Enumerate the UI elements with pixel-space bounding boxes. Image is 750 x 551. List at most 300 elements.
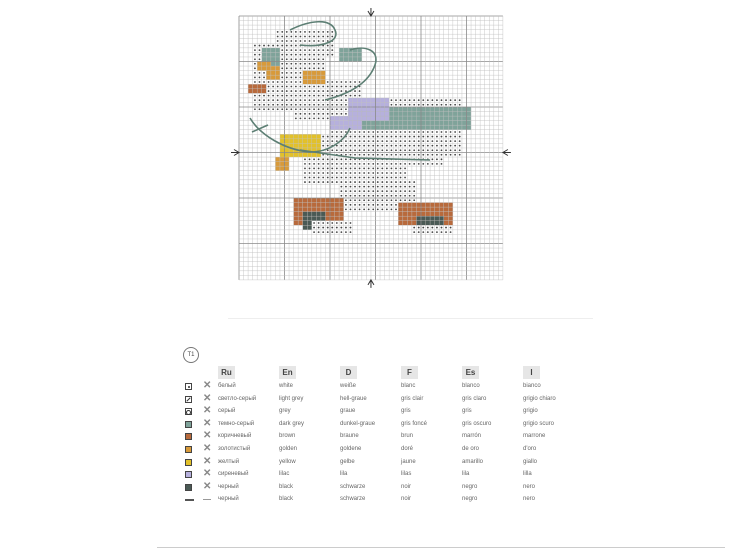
stitch-cell [285, 166, 290, 171]
stitch-dot [290, 49, 292, 51]
stitch-cell [298, 207, 303, 212]
stitch-dot [368, 177, 370, 179]
legend-cell-ru: белый [218, 383, 236, 389]
stitch-dot [327, 113, 329, 115]
stitch-dot [422, 131, 424, 133]
stitch-cell [398, 116, 403, 121]
stitch-dot [304, 158, 306, 160]
stitch-cell [448, 116, 453, 121]
stitch-dot [318, 158, 320, 160]
stitch-dot [354, 140, 356, 142]
stitch-cell [462, 116, 467, 121]
stitch-dot [363, 177, 365, 179]
stitch-cell [298, 143, 303, 148]
stitch-dot [340, 186, 342, 188]
stitch-dot [304, 108, 306, 110]
stitch-cell [439, 207, 444, 212]
stitch-dot [413, 227, 415, 229]
legend-cell-de: hell-graue [340, 395, 367, 402]
stitch-cell [467, 116, 472, 121]
legend-cell-en: dark grey [279, 420, 305, 427]
stitch-cell [344, 125, 349, 130]
stitch-dot [372, 163, 374, 165]
stitch-dot [450, 136, 452, 138]
stitch-dot [331, 181, 333, 183]
stitch-dot [395, 199, 397, 201]
stitch-dot [272, 81, 274, 83]
stitch-cell [298, 203, 303, 208]
stitch-cell [307, 75, 312, 80]
stitch-dot [259, 81, 261, 83]
stitch-dot [340, 113, 342, 115]
stitch-dot [290, 90, 292, 92]
stitch-dot [290, 99, 292, 101]
stitch-dot [395, 104, 397, 106]
legend-row [183, 469, 583, 481]
legend-cell-fr: brun [401, 433, 414, 440]
stitch-cell [430, 107, 435, 112]
stitch-dot [304, 36, 306, 38]
stitch-cell [303, 139, 308, 144]
stitch-dot [290, 36, 292, 38]
stitch-cell [439, 116, 444, 121]
cross-stitch-icon: ✕ [203, 443, 212, 454]
stitch-dot [318, 90, 320, 92]
stitch-dot [391, 190, 393, 192]
stitch-dot [459, 149, 461, 151]
stitch-cell [339, 203, 344, 208]
stitch-cell [266, 75, 271, 80]
stitch-dot [363, 172, 365, 174]
stitch-dot [359, 149, 361, 151]
legend-row [183, 406, 583, 418]
stitch-cell [357, 98, 362, 103]
stitch-cell [398, 221, 403, 226]
stitch-cell [448, 107, 453, 112]
stitch-dot [372, 145, 374, 147]
stitch-dot [409, 140, 411, 142]
stitch-cell [389, 125, 394, 130]
stitch-cell [435, 216, 440, 221]
center-arrow-left [231, 150, 239, 156]
stitch-cell [412, 116, 417, 121]
stitch-dot [418, 163, 420, 165]
stitch-dot [427, 145, 429, 147]
legend-cell-ru: желтый [218, 458, 240, 465]
stitch-dot [350, 149, 352, 151]
legend-cell-es: gris [462, 408, 472, 415]
stitch-cell [407, 216, 412, 221]
stitch-dot [381, 136, 383, 138]
stitch-dot [318, 181, 320, 183]
stitch-cell [280, 139, 285, 144]
stitch-dot [281, 63, 283, 65]
stitch-dot [322, 104, 324, 106]
stitch-dot [377, 177, 379, 179]
stitch-dot [309, 58, 311, 60]
stitch-dot [313, 86, 315, 88]
stitch-cell [257, 89, 262, 94]
stitch-dot [286, 63, 288, 65]
stitch-dot [281, 95, 283, 97]
stitch-dot [340, 90, 342, 92]
stitch-cell [444, 116, 449, 121]
stitch-dot [313, 181, 315, 183]
stitch-cell [280, 157, 285, 162]
stitch-dot [381, 145, 383, 147]
stitch-cell [307, 225, 312, 230]
stitch-cell [353, 102, 358, 107]
legend-cell-it: giallo [523, 458, 538, 465]
stitch-dot [281, 54, 283, 56]
stitch-cell [435, 207, 440, 212]
stitch-dot [313, 95, 315, 97]
stitch-cell [421, 125, 426, 130]
stitch-cell [298, 221, 303, 226]
stitch-dot [395, 145, 397, 147]
stitch-dot [445, 227, 447, 229]
stitch-dot [322, 54, 324, 56]
stitch-cell [398, 212, 403, 217]
stitch-cell [407, 107, 412, 112]
stitch-dot [313, 108, 315, 110]
stitch-dot [354, 95, 356, 97]
stitch-dot [309, 36, 311, 38]
stitch-dot [454, 131, 456, 133]
stitch-dot [309, 158, 311, 160]
stitch-dot [290, 108, 292, 110]
stitch-dot [331, 177, 333, 179]
stitch-dot [427, 154, 429, 156]
stitch-dot [450, 140, 452, 142]
stitch-cell [285, 162, 290, 167]
stitch-dot [300, 99, 302, 101]
stitch-cell [357, 107, 362, 112]
stitch-dot [322, 231, 324, 233]
stitch-cell [426, 112, 431, 117]
stitch-cell [257, 66, 262, 71]
stitch-cell [385, 125, 390, 130]
stitch-cell [357, 112, 362, 117]
stitch-dot [277, 108, 279, 110]
stitch-dot [309, 49, 311, 51]
stitch-cell [430, 212, 435, 217]
stitch-dot [409, 195, 411, 197]
stitch-dot [359, 95, 361, 97]
stitch-dot [313, 177, 315, 179]
stitch-dot [259, 108, 261, 110]
stitch-dot [381, 163, 383, 165]
stitch-cell [412, 203, 417, 208]
stitch-dot [327, 86, 329, 88]
stitch-dot [322, 95, 324, 97]
stitch-dot [304, 181, 306, 183]
legend-cell-en: golden [279, 446, 298, 452]
stitch-dot [391, 131, 393, 133]
stitch-cell [348, 102, 353, 107]
stitch-dot [381, 131, 383, 133]
stitch-dot [318, 67, 320, 69]
stitch-dot [381, 208, 383, 210]
stitch-cell [312, 198, 317, 203]
stitch-dot [413, 131, 415, 133]
stitch-dot [331, 49, 333, 51]
legend-cell-en: white [279, 383, 294, 389]
stitch-dot [300, 72, 302, 74]
stitch-dot [359, 190, 361, 192]
stitch-dot [404, 186, 406, 188]
stitch-cell [376, 98, 381, 103]
stitch-dot [386, 204, 388, 206]
stitch-cell [285, 148, 290, 153]
stitch-dot [340, 99, 342, 101]
stitch-cell [271, 75, 276, 80]
stitch-dot [368, 149, 370, 151]
stitch-cell [312, 216, 317, 221]
stitch-cell [248, 89, 253, 94]
stitch-dot [427, 99, 429, 101]
stitch-cell [275, 75, 280, 80]
stitch-cell [444, 107, 449, 112]
stitch-dot [340, 222, 342, 224]
stitch-cell [275, 166, 280, 171]
stitch-dot [422, 227, 424, 229]
stitch-dot [281, 36, 283, 38]
stitch-cell [325, 216, 330, 221]
stitch-cell [312, 75, 317, 80]
stitch-cell [448, 216, 453, 221]
stitch-dot [272, 86, 274, 88]
stitch-dot [363, 190, 365, 192]
stitch-dot [300, 86, 302, 88]
stitch-dot [454, 140, 456, 142]
stitch-dot [354, 177, 356, 179]
stitch-cell [444, 112, 449, 117]
stitch-dot [336, 86, 338, 88]
legend-row [183, 444, 583, 456]
stitch-dot [263, 104, 265, 106]
stitch-dot [295, 77, 297, 79]
stitch-dot [436, 145, 438, 147]
stitch-dot [372, 208, 374, 210]
stitch-dot [413, 154, 415, 156]
stitch-dot [350, 86, 352, 88]
stitch-dot [327, 31, 329, 33]
legend-cell-es: marrón [462, 433, 482, 440]
dot-symbol-icon [185, 383, 192, 390]
stitch-dot [445, 154, 447, 156]
stitch-cell [467, 107, 472, 112]
stitch-dot [427, 149, 429, 151]
stitch-dot [281, 86, 283, 88]
stitch-cell [398, 112, 403, 117]
stitch-cell [416, 125, 421, 130]
legend-cell-fr: noir [401, 483, 412, 490]
stitch-dot [454, 145, 456, 147]
stitch-dot [340, 81, 342, 83]
stitch-dot [286, 90, 288, 92]
stitch-cell [366, 107, 371, 112]
stitch-dot [313, 54, 315, 56]
stitch-dot [418, 131, 420, 133]
stitch-dot [336, 177, 338, 179]
stitch-dot [254, 95, 256, 97]
stitch-dot [340, 145, 342, 147]
stitch-dot [340, 177, 342, 179]
stitch-cell [371, 125, 376, 130]
stitch-dot [327, 95, 329, 97]
stitch-dot [418, 227, 420, 229]
stitch-dot [340, 190, 342, 192]
stitch-cell [330, 216, 335, 221]
stitch-dot [336, 140, 338, 142]
stitch-dot [454, 99, 456, 101]
legend-cell-it: lilla [523, 471, 532, 478]
stitch-dot [372, 195, 374, 197]
legend-cell-es: lila [462, 471, 470, 478]
stitch-cell [312, 212, 317, 217]
stitch-cell [321, 216, 326, 221]
stitch-dot [259, 49, 261, 51]
stitch-dot [418, 99, 420, 101]
stitch-cell [448, 207, 453, 212]
stitch-dot [445, 104, 447, 106]
stitch-dot [354, 131, 356, 133]
stitch-cell [275, 52, 280, 57]
stitch-dot [295, 99, 297, 101]
stitch-dot [318, 63, 320, 65]
stitch-dot [459, 136, 461, 138]
stitch-cell [266, 66, 271, 71]
circle-symbol-icon [185, 408, 192, 415]
stitch-cell [339, 57, 344, 62]
stitch-dot [300, 58, 302, 60]
stitch-cell [439, 121, 444, 126]
stitch-dot [359, 163, 361, 165]
stitch-dot [404, 145, 406, 147]
stitch-dot [395, 131, 397, 133]
stitch-dot [441, 136, 443, 138]
stitch-dot [254, 58, 256, 60]
stitch-cell [316, 143, 321, 148]
stitch-cell [316, 71, 321, 76]
stitch-cell [439, 216, 444, 221]
stitch-dot [331, 113, 333, 115]
stitch-cell [416, 107, 421, 112]
stitch-dot [354, 190, 356, 192]
stitch-dot [295, 40, 297, 42]
stitch-cell [294, 134, 299, 139]
stitch-dot [318, 99, 320, 101]
stitch-cell [280, 134, 285, 139]
stitch-dot [295, 117, 297, 119]
stitch-dot [268, 90, 270, 92]
stitch-dot [445, 145, 447, 147]
stitch-cell [348, 98, 353, 103]
stitch-dot [322, 31, 324, 33]
stitch-cell [321, 203, 326, 208]
stitch-dot [445, 140, 447, 142]
stitch-cell [335, 203, 340, 208]
stitch-dot [336, 172, 338, 174]
legend-cell-it: grigio scuro [523, 420, 555, 427]
stitch-dot [363, 136, 365, 138]
stitch-dot [313, 163, 315, 165]
stitch-dot [304, 31, 306, 33]
stitch-dot [395, 204, 397, 206]
stitch-cell [366, 98, 371, 103]
stitch-cell [339, 52, 344, 57]
stitch-dot [300, 108, 302, 110]
stitch-cell [321, 198, 326, 203]
stitch-cell [403, 116, 408, 121]
stitch-dot [313, 99, 315, 101]
stitch-dot [404, 99, 406, 101]
stitch-dot [372, 131, 374, 133]
dark-symbol-icon [185, 421, 192, 428]
stitch-cell [262, 57, 267, 62]
stitch-dot [427, 163, 429, 165]
stitch-dot [386, 136, 388, 138]
stitch-cell [339, 207, 344, 212]
stitch-dot [331, 104, 333, 106]
stitch-cell [435, 212, 440, 217]
stitch-cell [280, 148, 285, 153]
stitch-dot [391, 172, 393, 174]
stitch-dot [445, 131, 447, 133]
stitch-cell [421, 107, 426, 112]
legend-cell-fr: gris foncé [401, 420, 428, 427]
stitch-dot [354, 208, 356, 210]
stitch-dot [359, 177, 361, 179]
stitch-cell [366, 102, 371, 107]
stitch-dot [422, 163, 424, 165]
stitch-dot [381, 140, 383, 142]
stitch-dot [368, 199, 370, 201]
stitch-cell [303, 198, 308, 203]
stitch-dot [340, 168, 342, 170]
stitch-dot [259, 54, 261, 56]
stitch-dot [413, 195, 415, 197]
stitch-cell [448, 221, 453, 226]
header-it: I [523, 366, 540, 379]
stitch-cell [280, 166, 285, 171]
stitch-dot [336, 222, 338, 224]
stitch-dot [336, 168, 338, 170]
stitch-cell [348, 107, 353, 112]
stitch-dot [436, 149, 438, 151]
stitch-dot [309, 40, 311, 42]
stitch-dot [313, 31, 315, 33]
stitch-cell [344, 52, 349, 57]
stitch-dot [259, 72, 261, 74]
stitch-cell [257, 84, 262, 89]
stitch-cell [294, 153, 299, 158]
stitch-cell [348, 52, 353, 57]
stitch-dot [404, 199, 406, 201]
stitch-cell [435, 116, 440, 121]
stitch-dot [368, 168, 370, 170]
stitch-cell [398, 207, 403, 212]
stitch-cell [385, 116, 390, 121]
stitch-dot [313, 222, 315, 224]
stitch-cell [353, 57, 358, 62]
stitch-cell [262, 84, 267, 89]
stitch-dot [322, 90, 324, 92]
stitch-dot [391, 168, 393, 170]
stitch-cell [366, 116, 371, 121]
stitch-cell [330, 198, 335, 203]
